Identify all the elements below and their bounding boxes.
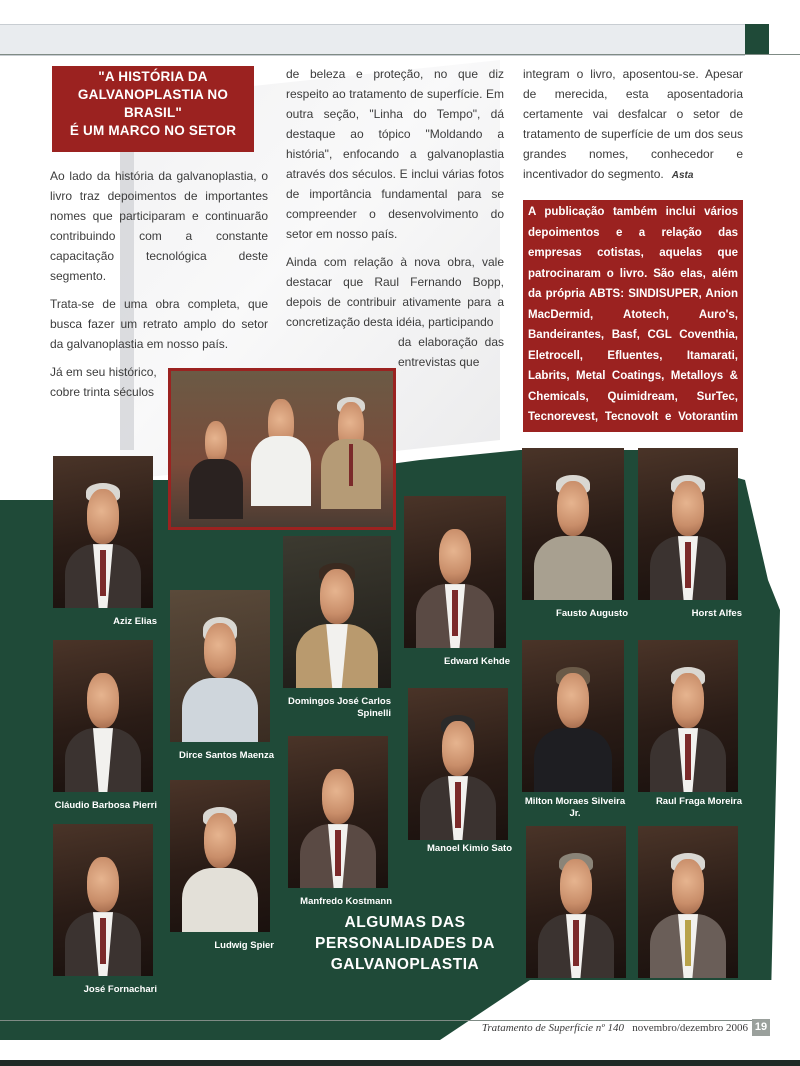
pull-quote-line-2: GALVANOPLASTIA NO (77, 87, 229, 102)
portrait-caption: Manoel Kimio Sato (427, 843, 512, 854)
pull-quote-line-3: BRASIL" (123, 105, 183, 120)
paragraph: Já em seu histórico, cobre trinta séculos (50, 365, 157, 399)
pull-quote-box (52, 66, 254, 152)
portrait-caption: Manfredo Kostmann (300, 896, 392, 907)
header-rule (0, 54, 800, 55)
portrait-caption: Milton Moraes Silveira Jr. (524, 796, 626, 819)
portrait-photo (638, 640, 738, 792)
paragraph: de beleza e proteção, no que diz respeito ao tratamento de superfície. Em outra seção, "Linha do Tempo", dá destaque ao tópico "Moldando a história", enfocando a galvanoplastia através dos séculos. E inclui várias fotos de importância fundamental para se compreender o desenvolvimento do setor em nosso país. (286, 67, 504, 241)
portrait-caption: José Fornachari (83, 984, 157, 995)
text-column-3 (523, 64, 743, 194)
paragraph: da elaboração das entrevistas que (398, 335, 504, 369)
portrait-photo (53, 456, 153, 608)
header-strip (0, 24, 745, 56)
portrait-photo (170, 780, 270, 932)
group-photo (168, 368, 396, 530)
portrait-photo (283, 536, 391, 688)
portrait-photo (408, 688, 508, 840)
portrait-caption: Fausto Augusto (556, 608, 628, 619)
text-column-2 (286, 64, 504, 380)
footer-rule (0, 1020, 752, 1021)
portrait-caption: Raul Fraga Moreira (655, 796, 742, 807)
portrait-photo (53, 640, 153, 792)
sponsors-box: A publicação também inclui vários depoimentos e a relação das empresas cotistas, aquelas que patrocinaram o livro. São elas, além da própria ABTS: SINDISUPER, Anion MacDermid, Atotech, Auro's, Bandeirantes, Basf, CGL Coventhia, Eletrocell, Efluentes, Itamarati, Labrits, Metal Coatings, Metalloys & Chemicals, Quimidream, SurTec, Tecnorevest, Tecnovolt e Votorantim Metais | Níquel. (523, 200, 743, 432)
portrait-caption: Dirce Santos Maenza (178, 750, 274, 761)
paragraph: Trata-se de uma obra completa, que busca fazer um retrato amplo do setor da galvanoplastia em nosso país. (50, 297, 268, 351)
bottom-edge (0, 1060, 800, 1066)
portrait-caption: Volkmar Ett (687, 986, 740, 997)
paragraph: Ainda com relação à nova obra, vale destacar que Raul Fernando Bopp, depois de contribuir ativamente para a concretização desta idéia, participando (286, 255, 504, 329)
portrait-caption: Horst Alfes (691, 608, 742, 619)
paragraph (523, 64, 743, 186)
section-heading-line: PERSONALIDADES DA (315, 935, 495, 952)
header-accent-square (745, 24, 769, 54)
paragraph-text: integram o livro, aposentou-se. Apesar de merecida, esta aposentadoria certamente vai desfalcar o setor de tratamento de superfície de um dos seus grandes nomes, conhecedor e incentivador do segmento. (523, 67, 743, 181)
footer-date: novembro/dezembro 2006 (632, 1022, 748, 1034)
portrait-caption: Domingos José Carlos Spinelli (288, 696, 391, 719)
portrait-photo (288, 736, 388, 888)
portrait-caption: Ludwig Spier (214, 940, 274, 951)
page-number: 19 (752, 1019, 770, 1036)
portrait-caption: Rolf Ett (596, 986, 630, 997)
portrait-photo (522, 448, 624, 600)
portrait-photo (522, 640, 624, 792)
portrait-photo (638, 826, 738, 978)
section-heading-line: ALGUMAS DAS (344, 914, 466, 931)
section-heading (290, 912, 520, 975)
end-signature: Asta (671, 170, 694, 181)
portrait-photo (170, 590, 270, 742)
portrait-caption: Aziz Elias (113, 616, 157, 627)
portrait-caption: Edward Kehde (444, 656, 510, 667)
portrait-photo (404, 496, 506, 648)
pull-quote-line-4: É UM MARCO NO SETOR (69, 123, 237, 138)
portrait-photo (638, 448, 738, 600)
section-heading-line: GALVANOPLASTIA (330, 956, 480, 973)
paragraph: Ao lado da história da galvanoplastia, o livro traz depoimentos de importantes nomes que participaram e continuarão contribuindo com a constante capacitação tecnológica deste segmento. (50, 169, 268, 283)
pull-quote-line-1: "A HISTÓRIA DA (98, 69, 208, 84)
portrait-photo (53, 824, 153, 976)
portrait-caption: Cláudio Barbosa Pierri (54, 800, 157, 811)
footer-journal-name: Tratamento de Superfície nº 140 (481, 1022, 624, 1034)
footer-journal (482, 1022, 748, 1034)
portrait-photo (526, 826, 626, 978)
